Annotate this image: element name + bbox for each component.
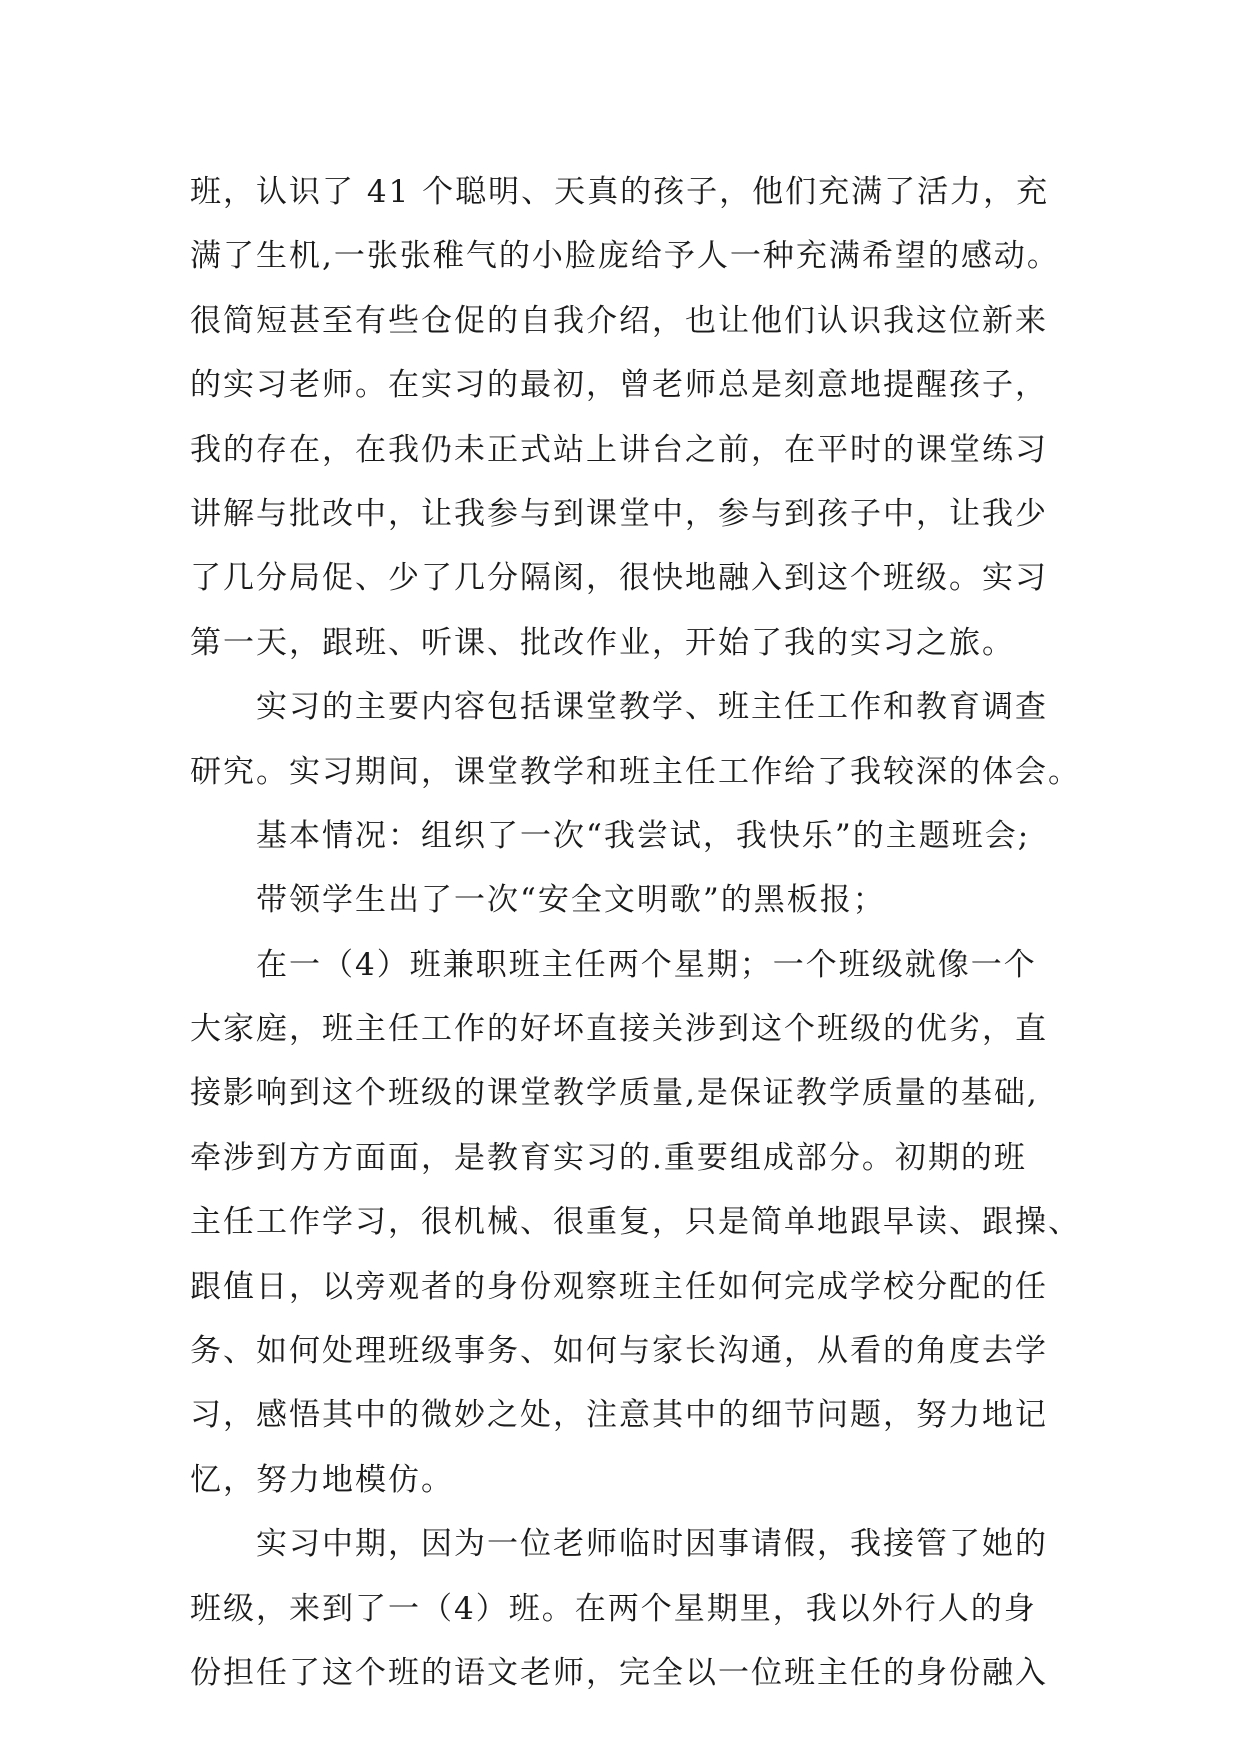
text-line: 习，感悟其中的微妙之处，注意其中的细节问题，努力地记 — [190, 1397, 1048, 1434]
text-line: 接影响到这个班级的课堂教学质量,是保证教学质量的基础, — [190, 1075, 1039, 1112]
text-line: 讲解与批改中，让我参与到课堂中，参与到孩子中，让我少 — [190, 495, 1048, 532]
text-line: 满了生机,一张张稚气的小脸庞给予人一种充满希望的感动。 — [190, 238, 1060, 275]
text-line: 忆，努力地模仿。 — [190, 1461, 454, 1498]
text-line: 很简短甚至有些仓促的自我介绍，也让他们认识我这位新来 — [190, 302, 1048, 339]
text-line: 我的存在，在我仍未正式站上讲台之前，在平时的课堂练习 — [190, 431, 1048, 468]
text-line: 务、如何处理班级事务、如何与家长沟通，从看的角度去学 — [190, 1333, 1048, 1370]
text-line: 了几分局促、少了几分隔阂，很快地融入到这个班级。实习 — [190, 560, 1048, 597]
paragraph-first-line: 实习的主要内容包括课堂教学、班主任工作和教育调查 — [256, 689, 1048, 726]
text-line: 班，认识了 41 个聪明、天真的孩子，他们充满了活力，充 — [190, 174, 1050, 210]
text-line: 第一天，跟班、听课、批改作业，开始了我的实习之旅。 — [190, 624, 1015, 661]
text-line: 份担任了这个班的语文老师，完全以一位班主任的身份融入 — [190, 1654, 1048, 1691]
text-line: 研究。实习期间，课堂教学和班主任工作给了我较深的体会。 — [190, 753, 1081, 790]
paragraph-first-line: 带领学生出了一次“安全文明歌”的黑板报； — [256, 882, 886, 919]
body-text — [190, 160, 1081, 1705]
text-line: 主任工作学习，很机械、很重复，只是简单地跟早读、跟操、 — [190, 1204, 1081, 1241]
text-line: 大家庭，班主任工作的好坏直接关涉到这个班级的优劣，直 — [190, 1011, 1048, 1048]
paragraph-first-line: 在一（4）班兼职班主任两个星期；一个班级就像一个 — [256, 946, 1037, 983]
paragraph-first-line: 实习中期，因为一位老师临时因事请假，我接管了她的 — [256, 1526, 1048, 1563]
text-line: 跟值日，以旁观者的身份观察班主任如何完成学校分配的任 — [190, 1268, 1048, 1305]
text-line: 牵涉到方方面面，是教育实习的.重要组成部分。初期的班 — [190, 1139, 1027, 1176]
text-line: 的实习老师。在实习的最初，曾老师总是刻意地提醒孩子， — [190, 367, 1048, 404]
text-line: 班级，来到了一（4）班。在两个星期里，我以外行人的身 — [190, 1590, 1037, 1627]
paragraph-first-line: 基本情况：组织了一次“我尝试，我快乐”的主题班会; — [256, 817, 1031, 854]
